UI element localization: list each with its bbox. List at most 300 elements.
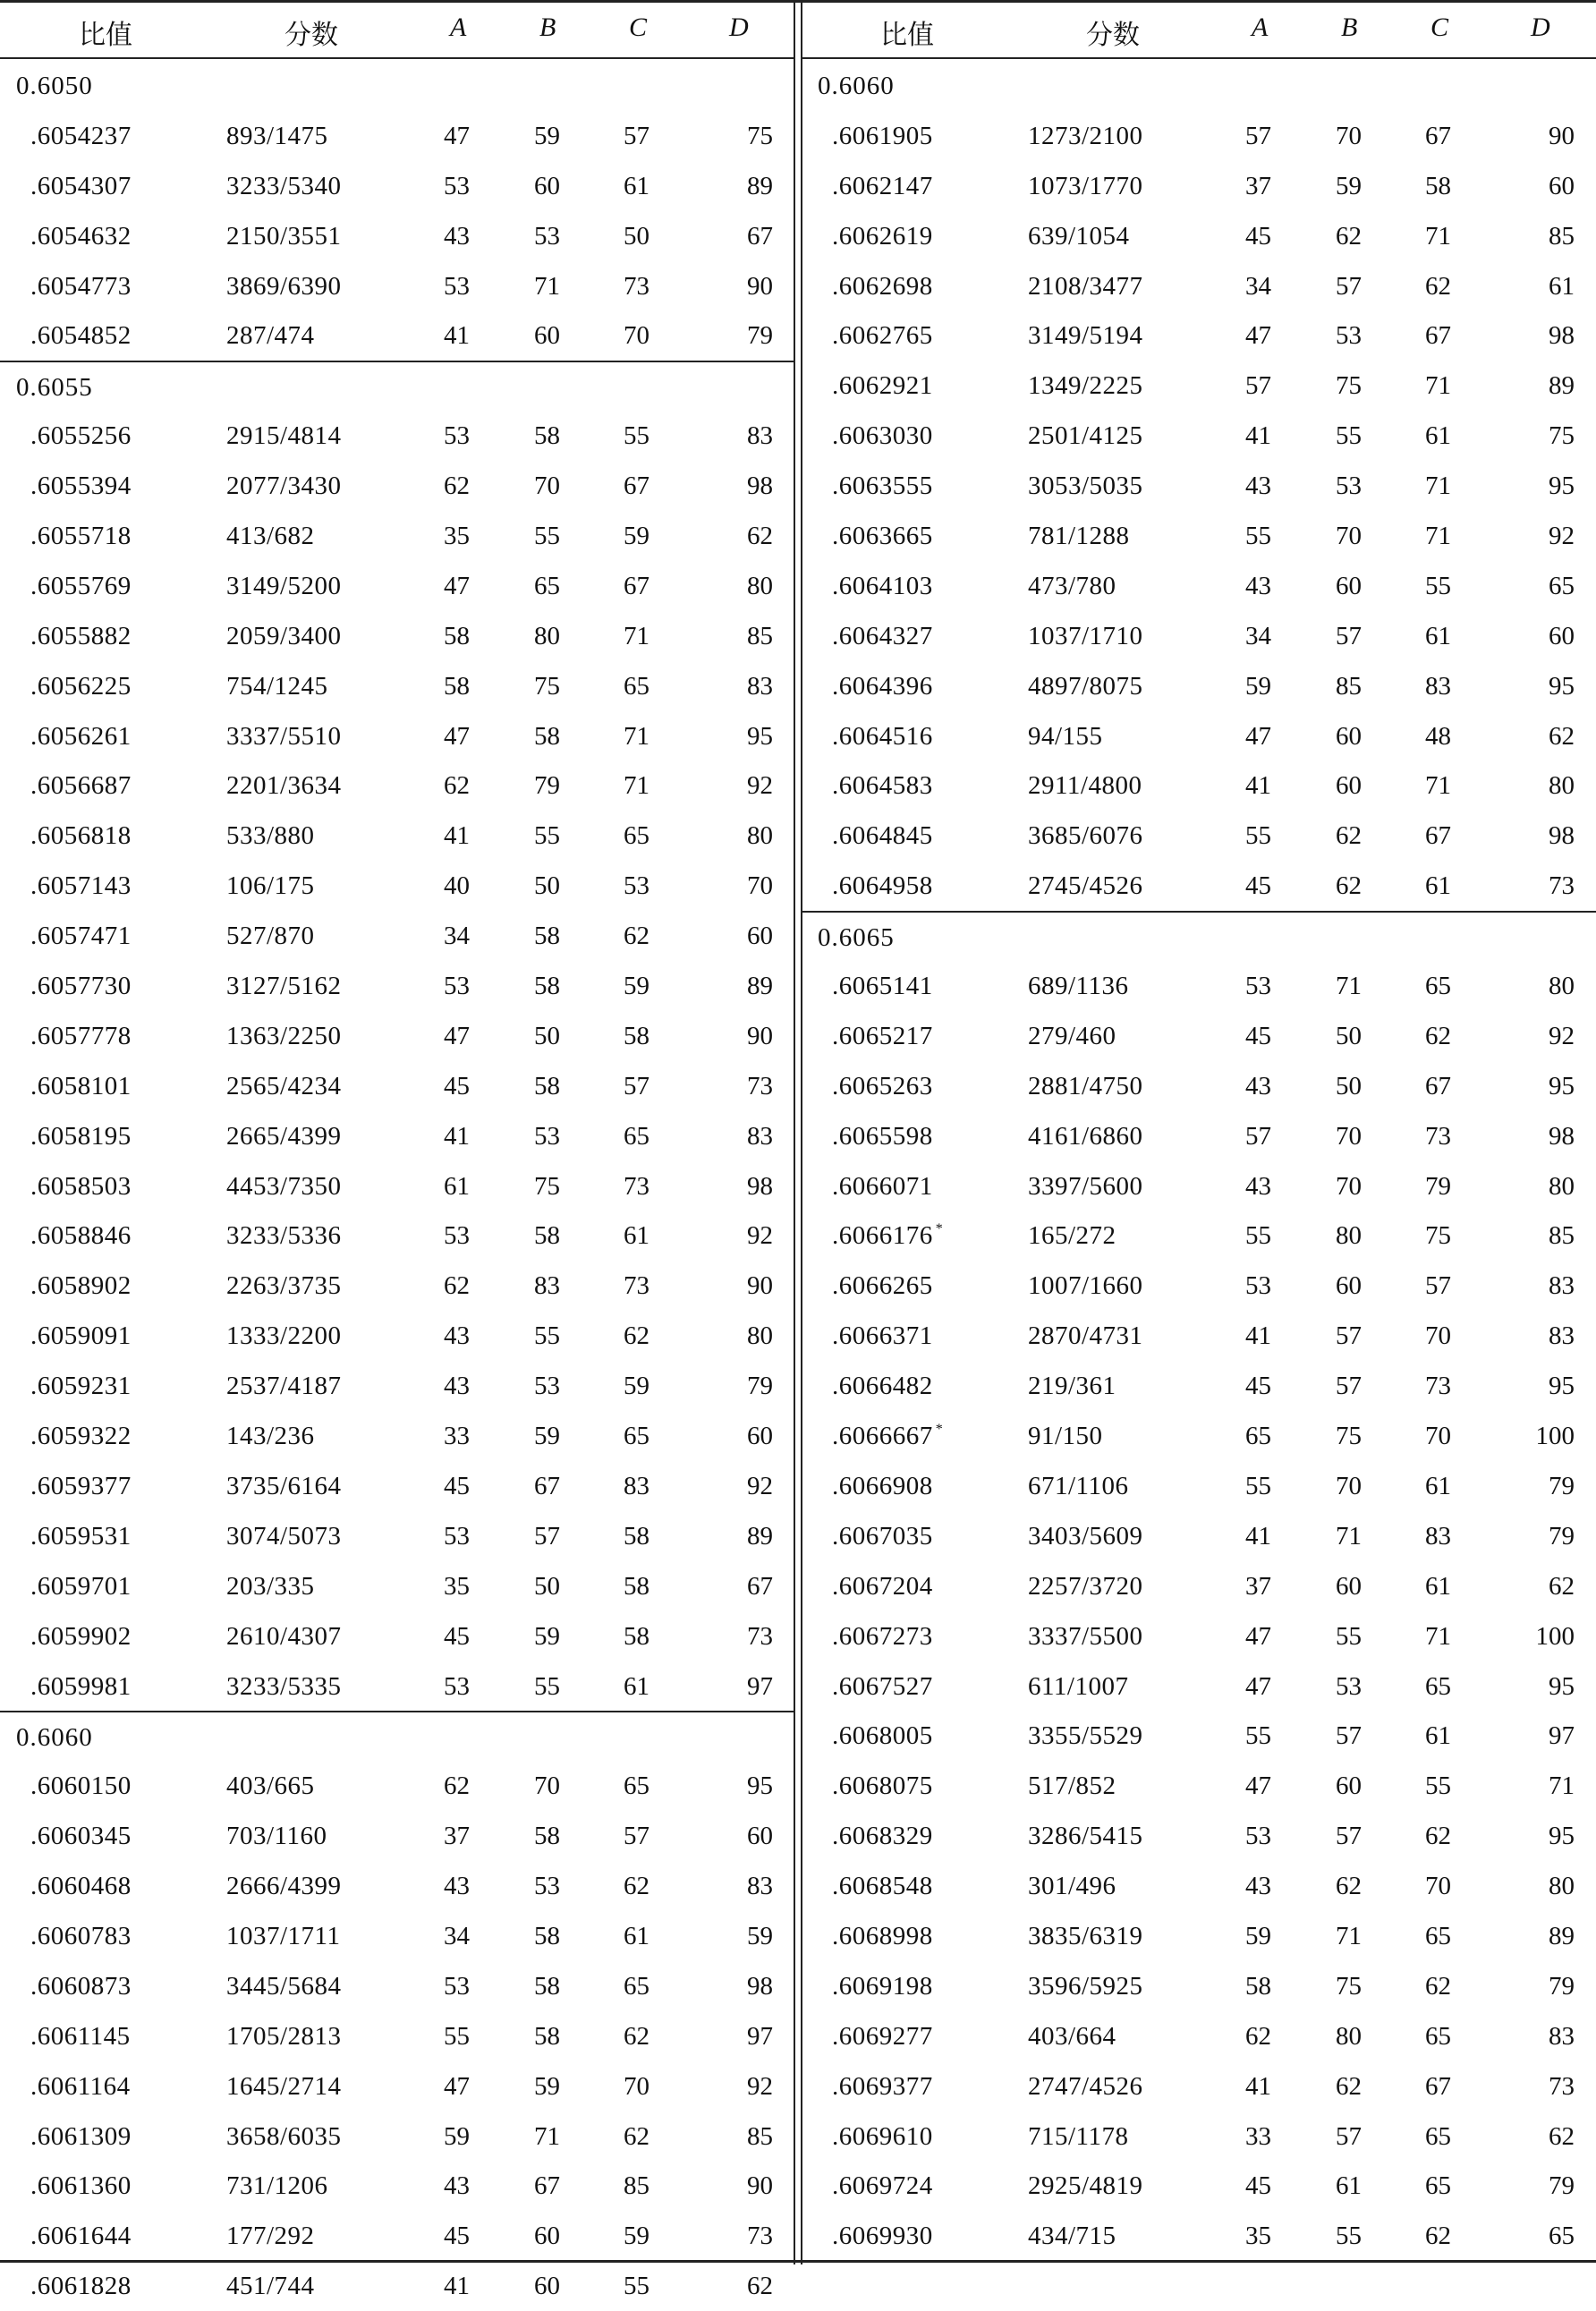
c-cell: 58 bbox=[624, 1571, 649, 1601]
ratio-cell: .6060150 bbox=[30, 1771, 132, 1801]
table-row bbox=[0, 1811, 794, 1861]
fraction-cell: 781/1288 bbox=[1028, 522, 1130, 551]
c-cell: 71 bbox=[1425, 771, 1451, 801]
table-row bbox=[802, 1661, 1596, 1712]
d-cell: 92 bbox=[1549, 522, 1575, 551]
c-cell: 75 bbox=[1425, 1221, 1451, 1251]
b-cell: 71 bbox=[1336, 1921, 1362, 1950]
c-cell: 65 bbox=[624, 1121, 649, 1151]
a-cell: 55 bbox=[1245, 522, 1271, 551]
c-cell: 58 bbox=[624, 1021, 649, 1050]
ratio-cell: .6068329 bbox=[832, 1822, 933, 1851]
d-cell: 92 bbox=[747, 771, 773, 801]
table-row bbox=[0, 811, 794, 861]
fraction-cell: 2537/4187 bbox=[226, 1372, 342, 1401]
a-cell: 62 bbox=[1245, 2021, 1271, 2051]
ratio-cell: .6054852 bbox=[30, 321, 132, 351]
fraction-cell: 403/664 bbox=[1028, 2021, 1116, 2051]
fraction-cell: 2665/4399 bbox=[226, 1121, 342, 1151]
b-cell: 53 bbox=[534, 221, 560, 251]
table-row bbox=[802, 461, 1596, 511]
d-cell: 83 bbox=[747, 1121, 773, 1151]
d-cell: 98 bbox=[1549, 1121, 1575, 1151]
fraction-cell: 4161/6860 bbox=[1028, 1121, 1143, 1151]
asterisk-mark: * bbox=[935, 1422, 944, 1438]
fraction-cell: 3074/5073 bbox=[226, 1521, 342, 1551]
ratio-cell: .6069724 bbox=[832, 2171, 933, 2201]
b-cell: 71 bbox=[1336, 1521, 1362, 1551]
fraction-cell: 3149/5200 bbox=[226, 571, 342, 600]
c-cell: 65 bbox=[624, 821, 649, 851]
ratio-cell: .6062147 bbox=[832, 171, 933, 200]
table-row bbox=[802, 411, 1596, 461]
table-row bbox=[802, 2011, 1596, 2061]
a-cell: 41 bbox=[444, 821, 470, 851]
a-cell: 43 bbox=[444, 221, 470, 251]
fraction-cell: 203/335 bbox=[226, 1571, 315, 1601]
d-cell: 85 bbox=[747, 2121, 773, 2151]
b-cell: 59 bbox=[534, 2071, 560, 2101]
b-cell: 57 bbox=[1336, 1321, 1362, 1351]
d-cell: 83 bbox=[747, 671, 773, 701]
c-cell: 79 bbox=[1425, 1171, 1451, 1201]
fraction-cell: 143/236 bbox=[226, 1422, 315, 1451]
b-cell: 58 bbox=[534, 1921, 560, 1950]
a-cell: 45 bbox=[1245, 871, 1271, 901]
d-cell: 73 bbox=[1549, 871, 1575, 901]
c-cell: 71 bbox=[1425, 1621, 1451, 1651]
d-cell: 85 bbox=[1549, 221, 1575, 251]
d-cell: 90 bbox=[747, 1271, 773, 1301]
d-cell: 97 bbox=[747, 1671, 773, 1701]
b-cell: 61 bbox=[1336, 2171, 1362, 2201]
c-cell: 58 bbox=[624, 1521, 649, 1551]
c-cell: 83 bbox=[1425, 671, 1451, 701]
ratio-cell: .6068005 bbox=[832, 1721, 933, 1751]
d-cell: 89 bbox=[747, 171, 773, 200]
a-cell: 53 bbox=[444, 1521, 470, 1551]
b-cell: 60 bbox=[1336, 1771, 1362, 1801]
b-cell: 60 bbox=[1336, 571, 1362, 600]
d-cell: 83 bbox=[747, 421, 773, 451]
c-cell: 70 bbox=[624, 321, 649, 351]
c-cell: 70 bbox=[1425, 1422, 1451, 1451]
a-cell: 53 bbox=[1245, 972, 1271, 1001]
fraction-cell: 1363/2250 bbox=[226, 1021, 342, 1050]
d-cell: 98 bbox=[747, 1971, 773, 2001]
table-row bbox=[802, 161, 1596, 211]
header-d: D bbox=[729, 13, 749, 42]
table-row bbox=[0, 661, 794, 711]
table-row bbox=[802, 2211, 1596, 2261]
c-cell: 71 bbox=[624, 621, 649, 650]
group-label: 0.6065 bbox=[818, 923, 895, 953]
b-cell: 53 bbox=[534, 1872, 560, 1901]
ratio-cell: .6063030 bbox=[832, 421, 933, 451]
a-cell: 62 bbox=[444, 1271, 470, 1301]
d-cell: 65 bbox=[1549, 571, 1575, 600]
table-row bbox=[0, 411, 794, 461]
c-cell: 62 bbox=[624, 2121, 649, 2151]
c-cell: 73 bbox=[624, 1171, 649, 1201]
table-row bbox=[0, 1561, 794, 1611]
ratio-cell: .6066667 * bbox=[832, 1422, 944, 1451]
c-cell: 67 bbox=[1425, 1071, 1451, 1100]
c-cell: 55 bbox=[624, 421, 649, 451]
a-cell: 58 bbox=[444, 621, 470, 650]
c-cell: 61 bbox=[1425, 1471, 1451, 1500]
c-cell: 62 bbox=[1425, 2222, 1451, 2251]
b-cell: 50 bbox=[534, 1021, 560, 1050]
b-cell: 70 bbox=[534, 1771, 560, 1801]
table-row bbox=[802, 661, 1596, 711]
a-cell: 47 bbox=[1245, 321, 1271, 351]
ratio-cell: .6059322 bbox=[30, 1422, 132, 1451]
ratio-cell: .6059531 bbox=[30, 1521, 132, 1551]
d-cell: 60 bbox=[747, 1822, 773, 1851]
table-row bbox=[802, 2061, 1596, 2111]
group-heading bbox=[0, 61, 794, 111]
c-cell: 67 bbox=[1425, 821, 1451, 851]
table-row bbox=[802, 1761, 1596, 1811]
ratio-cell: .6067273 bbox=[832, 1621, 933, 1651]
ratio-cell: .6061145 bbox=[30, 2021, 131, 2051]
fraction-cell: 533/880 bbox=[226, 821, 315, 851]
ratio-cell: .6063555 bbox=[832, 472, 933, 501]
column-divider-a bbox=[794, 0, 795, 2264]
b-cell: 57 bbox=[1336, 2121, 1362, 2151]
table-row bbox=[0, 1511, 794, 1561]
a-cell: 47 bbox=[444, 571, 470, 600]
d-cell: 60 bbox=[747, 1422, 773, 1451]
b-cell: 60 bbox=[534, 2222, 560, 2251]
ratio-cell: .6064845 bbox=[832, 821, 933, 851]
b-cell: 70 bbox=[1336, 522, 1362, 551]
asterisk-mark: * bbox=[935, 1221, 944, 1237]
table-row bbox=[802, 1111, 1596, 1161]
table-row bbox=[0, 111, 794, 161]
table-row bbox=[0, 161, 794, 211]
c-cell: 61 bbox=[624, 1921, 649, 1950]
a-cell: 62 bbox=[444, 472, 470, 501]
b-cell: 55 bbox=[1336, 421, 1362, 451]
table-row bbox=[802, 711, 1596, 761]
fraction-cell: 689/1136 bbox=[1028, 972, 1129, 1001]
a-cell: 53 bbox=[444, 1221, 470, 1251]
a-cell: 47 bbox=[444, 121, 470, 150]
ratio-cell: .6061309 bbox=[30, 2121, 132, 2151]
ratio-cell: .6058101 bbox=[30, 1071, 132, 1100]
c-cell: 58 bbox=[624, 1621, 649, 1651]
b-cell: 70 bbox=[534, 472, 560, 501]
bottom-rule bbox=[0, 2260, 1596, 2263]
header-a: A bbox=[450, 13, 467, 42]
table-row bbox=[0, 1661, 794, 1712]
b-cell: 55 bbox=[1336, 2222, 1362, 2251]
group-label: 0.6055 bbox=[16, 373, 93, 403]
table-row bbox=[802, 1211, 1596, 1261]
fraction-cell: 403/665 bbox=[226, 1771, 315, 1801]
ratio-cell: .6059981 bbox=[30, 1671, 132, 1701]
a-cell: 53 bbox=[444, 271, 470, 301]
ratio-cell: .6069377 bbox=[832, 2071, 933, 2101]
a-cell: 47 bbox=[1245, 721, 1271, 751]
d-cell: 67 bbox=[747, 221, 773, 251]
d-cell: 62 bbox=[1549, 2121, 1575, 2151]
b-cell: 70 bbox=[1336, 121, 1362, 150]
group-heading bbox=[802, 61, 1596, 111]
b-cell: 58 bbox=[534, 922, 560, 951]
ratio-cell: .6066908 bbox=[832, 1471, 933, 1500]
c-cell: 65 bbox=[1425, 1921, 1451, 1950]
d-cell: 100 bbox=[1535, 1422, 1575, 1451]
header-ratio: 比值 bbox=[880, 21, 934, 50]
table-row bbox=[0, 1611, 794, 1661]
fraction-cell: 3596/5925 bbox=[1028, 1971, 1143, 2001]
fraction-cell: 893/1475 bbox=[226, 121, 328, 150]
ratio-cell: .6068075 bbox=[832, 1771, 933, 1801]
ratio-cell: .6060783 bbox=[30, 1921, 132, 1950]
d-cell: 90 bbox=[747, 2171, 773, 2201]
c-cell: 73 bbox=[1425, 1121, 1451, 1151]
fraction-cell: 301/496 bbox=[1028, 1872, 1116, 1901]
ratio-cell: .6064327 bbox=[832, 621, 933, 650]
c-cell: 67 bbox=[624, 571, 649, 600]
c-cell: 53 bbox=[624, 871, 649, 901]
c-cell: 57 bbox=[624, 1822, 649, 1851]
d-cell: 92 bbox=[747, 1471, 773, 1500]
a-cell: 41 bbox=[1245, 1521, 1271, 1551]
b-cell: 57 bbox=[1336, 621, 1362, 650]
b-cell: 75 bbox=[534, 671, 560, 701]
fraction-cell: 1073/1770 bbox=[1028, 171, 1143, 200]
fraction-cell: 165/272 bbox=[1028, 1221, 1116, 1251]
a-cell: 53 bbox=[1245, 1271, 1271, 1301]
a-cell: 41 bbox=[444, 2272, 470, 2301]
ratio-cell: .6068998 bbox=[832, 1921, 933, 1950]
d-cell: 75 bbox=[1549, 421, 1575, 451]
c-cell: 55 bbox=[1425, 1771, 1451, 1801]
table-row bbox=[802, 111, 1596, 161]
table-row bbox=[0, 1361, 794, 1411]
b-cell: 71 bbox=[1336, 972, 1362, 1001]
d-cell: 98 bbox=[1549, 321, 1575, 351]
a-cell: 55 bbox=[1245, 1471, 1271, 1500]
a-cell: 40 bbox=[444, 871, 470, 901]
fraction-cell: 2911/4800 bbox=[1028, 771, 1142, 801]
fraction-cell: 1333/2200 bbox=[226, 1321, 342, 1351]
b-cell: 59 bbox=[534, 1422, 560, 1451]
a-cell: 57 bbox=[1245, 1121, 1271, 1151]
c-cell: 55 bbox=[1425, 571, 1451, 600]
ratio-cell: .6067035 bbox=[832, 1521, 933, 1551]
d-cell: 62 bbox=[747, 522, 773, 551]
table-row bbox=[0, 461, 794, 511]
group-label: 0.6050 bbox=[16, 72, 93, 100]
table-row bbox=[802, 1711, 1596, 1761]
fraction-cell: 3337/5510 bbox=[226, 721, 342, 751]
d-cell: 89 bbox=[747, 1521, 773, 1551]
ratio-cell: .6064103 bbox=[832, 571, 933, 600]
a-cell: 43 bbox=[1245, 1071, 1271, 1100]
left-header-row bbox=[0, 0, 794, 59]
ratio-cell: .6066071 bbox=[832, 1171, 933, 1201]
ratio-cell: .6057471 bbox=[30, 922, 132, 951]
d-cell: 73 bbox=[747, 1621, 773, 1651]
table-row bbox=[0, 511, 794, 561]
d-cell: 62 bbox=[1549, 1571, 1575, 1601]
fraction-cell: 3685/6076 bbox=[1028, 821, 1143, 851]
c-cell: 57 bbox=[624, 1071, 649, 1100]
fraction-cell: 2915/4814 bbox=[226, 421, 342, 451]
d-cell: 95 bbox=[747, 1771, 773, 1801]
ratio-cell: .6064958 bbox=[832, 871, 933, 901]
table-row bbox=[0, 961, 794, 1011]
fraction-cell: 434/715 bbox=[1028, 2222, 1116, 2251]
d-cell: 90 bbox=[1549, 121, 1575, 150]
ratio-cell: .6067527 bbox=[832, 1671, 933, 1701]
c-cell: 62 bbox=[1425, 1822, 1451, 1851]
ratio-cell: .6056225 bbox=[30, 671, 132, 701]
c-cell: 61 bbox=[624, 1221, 649, 1251]
a-cell: 34 bbox=[444, 922, 470, 951]
c-cell: 71 bbox=[1425, 522, 1451, 551]
d-cell: 67 bbox=[747, 1571, 773, 1601]
d-cell: 89 bbox=[1549, 1921, 1575, 1950]
d-cell: 60 bbox=[1549, 621, 1575, 650]
ratio-cell: .6066176 * bbox=[832, 1221, 944, 1251]
ratio-cell: .6054632 bbox=[30, 221, 132, 251]
d-cell: 92 bbox=[1549, 1021, 1575, 1050]
c-cell: 62 bbox=[1425, 271, 1451, 301]
a-cell: 41 bbox=[444, 321, 470, 351]
ratio-cell: .6064516 bbox=[832, 721, 933, 751]
d-cell: 59 bbox=[747, 1921, 773, 1950]
c-cell: 65 bbox=[624, 671, 649, 701]
ratio-cell: .6058902 bbox=[30, 1271, 132, 1301]
c-cell: 67 bbox=[1425, 2071, 1451, 2101]
ratio-cell: .6061360 bbox=[30, 2171, 132, 2201]
table-row bbox=[802, 2161, 1596, 2211]
a-cell: 55 bbox=[1245, 1721, 1271, 1751]
b-cell: 55 bbox=[534, 1671, 560, 1701]
fraction-cell: 177/292 bbox=[226, 2222, 315, 2251]
ratio-cell: .6069277 bbox=[832, 2021, 933, 2051]
a-cell: 43 bbox=[444, 2171, 470, 2201]
fraction-cell: 754/1245 bbox=[226, 671, 328, 701]
ratio-cell: .6066265 bbox=[832, 1271, 933, 1301]
b-cell: 60 bbox=[1336, 721, 1362, 751]
c-cell: 57 bbox=[624, 121, 649, 150]
c-cell: 65 bbox=[1425, 2121, 1451, 2151]
c-cell: 59 bbox=[624, 522, 649, 551]
d-cell: 95 bbox=[1549, 1822, 1575, 1851]
b-cell: 60 bbox=[1336, 1271, 1362, 1301]
table-row bbox=[0, 2161, 794, 2211]
fraction-cell: 3403/5609 bbox=[1028, 1521, 1143, 1551]
ratio-cell: .6059231 bbox=[30, 1372, 132, 1401]
fraction-cell: 91/150 bbox=[1028, 1422, 1103, 1451]
c-cell: 59 bbox=[624, 972, 649, 1001]
b-cell: 65 bbox=[534, 571, 560, 600]
b-cell: 53 bbox=[1336, 472, 1362, 501]
ratio-cell: .6069198 bbox=[832, 1971, 933, 2001]
a-cell: 45 bbox=[444, 1471, 470, 1500]
ratio-cell: .6062921 bbox=[832, 371, 933, 401]
table-row bbox=[802, 561, 1596, 611]
table-row bbox=[0, 561, 794, 611]
a-cell: 34 bbox=[444, 1921, 470, 1950]
a-cell: 61 bbox=[444, 1171, 470, 1201]
d-cell: 90 bbox=[747, 271, 773, 301]
c-cell: 67 bbox=[1425, 321, 1451, 351]
b-cell: 67 bbox=[534, 2171, 560, 2201]
b-cell: 55 bbox=[534, 821, 560, 851]
d-cell: 83 bbox=[1549, 1321, 1575, 1351]
a-cell: 47 bbox=[1245, 1671, 1271, 1701]
fraction-cell: 3149/5194 bbox=[1028, 321, 1143, 351]
ratio-cell: .6061644 bbox=[30, 2222, 132, 2251]
ratio-cell: .6060468 bbox=[30, 1872, 132, 1901]
fraction-cell: 1705/2813 bbox=[226, 2021, 342, 2051]
table-row bbox=[802, 361, 1596, 411]
a-cell: 35 bbox=[444, 1571, 470, 1601]
fraction-cell: 1645/2714 bbox=[226, 2071, 342, 2101]
b-cell: 58 bbox=[534, 972, 560, 1001]
ratio-cell: .6063665 bbox=[832, 522, 933, 551]
c-cell: 67 bbox=[624, 472, 649, 501]
a-cell: 45 bbox=[1245, 221, 1271, 251]
a-cell: 55 bbox=[1245, 821, 1271, 851]
table-row bbox=[802, 1511, 1596, 1561]
a-cell: 43 bbox=[444, 1321, 470, 1351]
d-cell: 95 bbox=[1549, 1071, 1575, 1100]
table-row bbox=[802, 1961, 1596, 2011]
d-cell: 79 bbox=[1549, 1971, 1575, 2001]
ratio-cell: .6054237 bbox=[30, 121, 132, 150]
d-cell: 95 bbox=[747, 721, 773, 751]
c-cell: 71 bbox=[1425, 472, 1451, 501]
a-cell: 65 bbox=[1245, 1422, 1271, 1451]
fraction-cell: 517/852 bbox=[1028, 1771, 1116, 1801]
c-cell: 59 bbox=[624, 2222, 649, 2251]
right-column bbox=[802, 0, 1596, 2264]
table-row bbox=[0, 2061, 794, 2111]
b-cell: 80 bbox=[1336, 2021, 1362, 2051]
fraction-cell: 2610/4307 bbox=[226, 1621, 342, 1651]
b-cell: 58 bbox=[534, 421, 560, 451]
a-cell: 43 bbox=[1245, 472, 1271, 501]
b-cell: 58 bbox=[534, 721, 560, 751]
d-cell: 75 bbox=[747, 121, 773, 150]
b-cell: 57 bbox=[1336, 1822, 1362, 1851]
c-cell: 55 bbox=[624, 2272, 649, 2301]
fraction-cell: 3869/6390 bbox=[226, 271, 342, 301]
header-c: C bbox=[629, 13, 648, 42]
ratio-cell: .6059902 bbox=[30, 1621, 132, 1651]
d-cell: 92 bbox=[747, 1221, 773, 1251]
table-row bbox=[802, 1161, 1596, 1211]
fraction-cell: 3286/5415 bbox=[1028, 1822, 1143, 1851]
d-cell: 90 bbox=[747, 1021, 773, 1050]
c-cell: 65 bbox=[1425, 2171, 1451, 2201]
a-cell: 45 bbox=[1245, 1021, 1271, 1050]
table-row bbox=[0, 611, 794, 661]
fraction-cell: 4453/7350 bbox=[226, 1171, 342, 1201]
d-cell: 80 bbox=[747, 821, 773, 851]
b-cell: 59 bbox=[534, 121, 560, 150]
table-row bbox=[0, 1161, 794, 1211]
